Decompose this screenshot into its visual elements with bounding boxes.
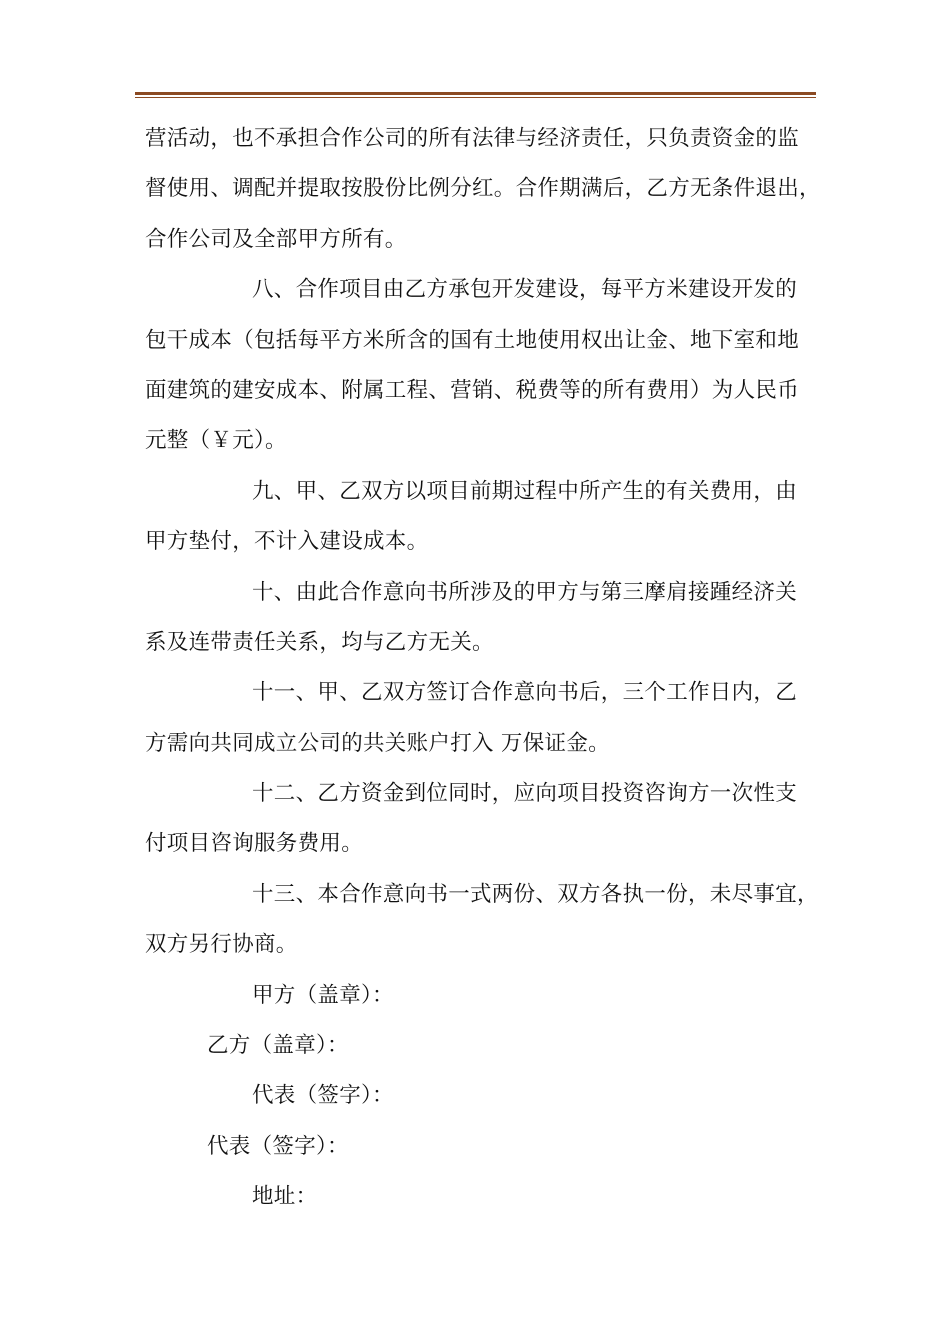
body-line: 包干成本（包括每平方米所含的国有土地使用权出让金、地下室和地: [145, 327, 800, 353]
document-body: [145, 114, 821, 1223]
address-label: 地址：: [252, 1184, 318, 1210]
clause-8-start: 八、合作项目由乙方承包开发建设，每平方米建设开发的: [252, 277, 798, 303]
header-rule-thin: [135, 97, 816, 98]
body-line: 甲方垫付，不计入建设成本。: [145, 529, 429, 555]
body-line: 合作公司及全部甲方所有。: [145, 226, 407, 252]
body-line: 面建筑的建安成本、附属工程、营销、税费等的所有费用）为人民币: [145, 377, 800, 403]
clause-9-start: 九、甲、乙双方以项目前期过程中所产生的有关费用，由: [252, 478, 798, 504]
body-line: 督使用、调配并提取按股份比例分红。合作期满后，乙方无条件退出，: [145, 176, 821, 202]
clause-12-start: 十二、乙方资金到位同时，应向项目投资咨询方一次性支: [252, 781, 798, 807]
body-line: 方需向共同成立公司的共关账户打入 万保证金。: [145, 730, 610, 756]
representative-signature-label-a: 代表（签字）：: [252, 1083, 394, 1109]
body-line: 系及连带责任关系，均与乙方无关。: [145, 629, 494, 655]
clause-11-start: 十一、甲、乙双方签订合作意向书后，三个工作日内，乙: [252, 680, 798, 706]
clause-13-start: 十三、本合作意向书一式两份、双方各执一份，未尽事宜，: [252, 881, 819, 907]
body-line: 双方另行协商。: [145, 932, 298, 958]
representative-signature-label-b: 代表（签字）：: [207, 1133, 349, 1159]
body-line: 营活动，也不承担合作公司的所有法律与经济责任，只负责资金的监: [145, 126, 800, 151]
body-line: 付项目咨询服务费用。: [145, 831, 364, 857]
party-b-seal-label: 乙方（盖章）：: [207, 1033, 349, 1059]
party-a-seal-label: 甲方（盖章）：: [252, 982, 394, 1008]
header-rule: [135, 92, 816, 95]
body-line: 元整（￥元）。: [145, 428, 287, 454]
clause-10-start: 十、由此合作意向书所涉及的甲方与第三摩肩接踵经济关: [252, 579, 798, 605]
